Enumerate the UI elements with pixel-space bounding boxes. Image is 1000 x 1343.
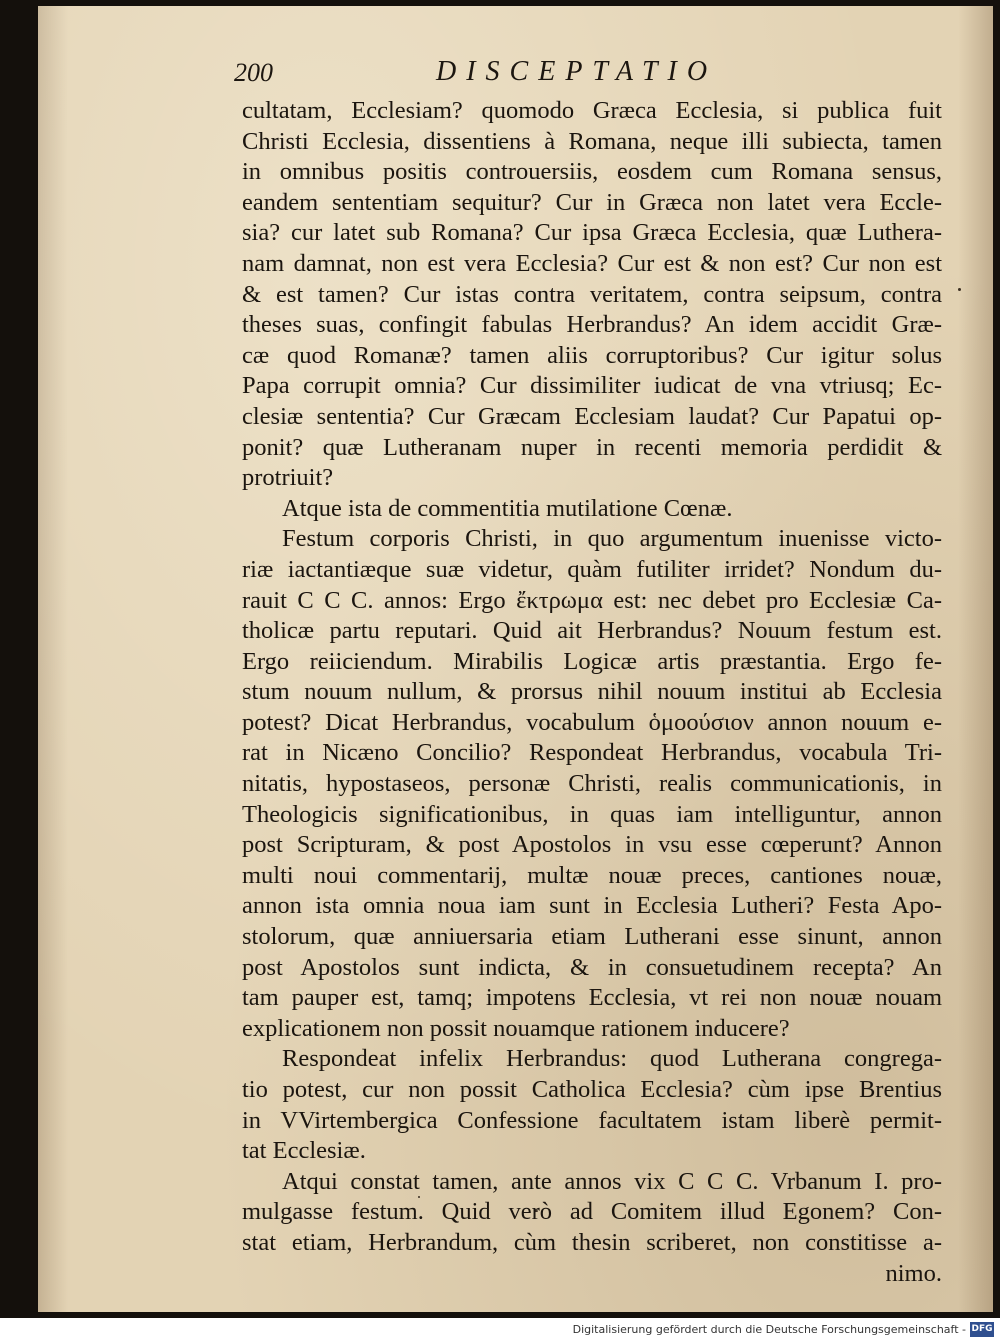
text-line: cæ quod Romanæ? tamen aliis corruptoribus? Cur igitur solus (242, 341, 942, 369)
text-line: Theologicis significationibus, in quas iam intelliguntur, annon (242, 800, 942, 828)
text-line: Atqui constat tamen, ante annos vix C C C. Vrbanum I. pro- (282, 1167, 942, 1195)
paper-speck (958, 288, 961, 291)
text-line: theses suas, confingit fabulas Herbrandus? An idem accidit Græ- (242, 311, 942, 339)
text-line: riæ iactantiæque suæ videtur, quàm futiliter irridet? Nondum du- (242, 555, 942, 583)
text-line: Christi Ecclesia, dissentiens à Romana, neque illi subiecta, tamen (242, 127, 942, 155)
running-title: DISCEPTATIO (436, 56, 718, 87)
text-line: & est tamen? Cur istas contra veritatem, contra seipsum, contra (242, 280, 942, 308)
text-line: ponit? quæ Lutheranam nuper in recenti memoria perdidit & (242, 433, 942, 461)
text-line: annon ista omnia noua iam sunt in Ecclesia Lutheri? Festa Apo- (242, 892, 942, 920)
text-line: multi noui commentarij, multæ nouæ preces, cantiones nouæ, (242, 861, 942, 889)
text-line: tio potest, cur non possit Catholica Ecclesia? cùm ipse Brentius (242, 1076, 942, 1103)
footer-bar (0, 1318, 1000, 1343)
text-line: Papa corrupit omnia? Cur dissimiliter iudicat de vna vtriusq; Ec- (242, 372, 942, 400)
text-line: in omnibus positis controuersiis, eosdem cum Romana sensus, (242, 158, 942, 186)
text-line: clesiæ sententia? Cur Græcam Ecclesiam laudat? Cur Papatui op- (242, 402, 942, 430)
catchword: nimo. (885, 1259, 942, 1287)
text-line: in VVirtembergica Confessione facultatem istam liberè permit- (242, 1106, 942, 1134)
text-line: post Scripturam, & post Apostolos in vsu esse cœperunt? Annon (242, 831, 942, 859)
dfg-logo-icon: DFG (970, 1322, 994, 1337)
text-line: stum nouum nullum, & prorsus nihil nouum institui ab Ecclesia (242, 678, 942, 706)
text-line: post Apostolos sunt indicta, & in consuetudinem recepta? An (242, 953, 942, 981)
text-line: stolorum, quæ anniuersaria etiam Lutherani esse sinunt, annon (242, 923, 942, 951)
text-line: nitatis, hypostaseos, personæ Christi, realis communicationis, in (242, 770, 942, 798)
text-line: Atque ista de commentitia mutilatione Cœnæ. (282, 494, 733, 522)
text-line: tholicæ partu reputari. Quid ait Herbrandus? Nouum festum est. (242, 617, 942, 645)
text-line: explicationem non possit nouamque rationem inducere? (242, 1014, 790, 1042)
text-line: Ergo reiiciendum. Mirabilis Logicæ artis præstantia. Ergo fe- (242, 647, 942, 675)
text-line: eandem sententiam sequitur? Cur in Græca non latet vera Eccle- (242, 188, 942, 216)
text-line: cultatam, Ecclesiam? quomodo Græca Ecclesia, si publica fuit (242, 97, 942, 124)
text-line: tam pauper est, tamq; impotens Ecclesia, vt rei non nouæ nouam (242, 984, 942, 1012)
text-line: stat etiam, Herbrandum, cùm thesin scriberet, non constitisse a- (242, 1228, 942, 1256)
text-line: Festum corporis Christi, in quo argumentum inuenisse victo- (282, 525, 942, 553)
text-line: sia? cur latet sub Romana? Cur ipsa Græca Ecclesia, quæ Luthera- (242, 219, 942, 247)
text-line: tat Ecclesiæ. (242, 1137, 366, 1165)
text-line: potest? Dicat Herbrandus, vocabulum ὁμοούσιον annon nouum e- (242, 708, 942, 736)
text-line: nam damnat, non est vera Ecclesia? Cur est & non est? Cur non est (242, 249, 942, 277)
text-line: protriuit? (242, 464, 334, 492)
text-line: mulgasse festum. Quid verò ad Comitem illud Egonem? Con- (242, 1198, 942, 1226)
funding-credit: Digitalisierung gefördert durch die Deutsche Forschungsgemeinschaft - (572, 1323, 966, 1336)
text-line: rauit C C C. annos: Ergo ἔκτρωμα est: nec debet pro Ecclesiæ Ca- (242, 586, 942, 614)
body-text (242, 96, 942, 1289)
page-number: 200 (234, 58, 273, 87)
text-line: Respondeat infelix Herbrandus: quod Lutherana congrega- (282, 1045, 942, 1073)
text-line: rat in Nicæno Concilio? Respondeat Herbrandus, vocabula Tri- (242, 739, 942, 767)
